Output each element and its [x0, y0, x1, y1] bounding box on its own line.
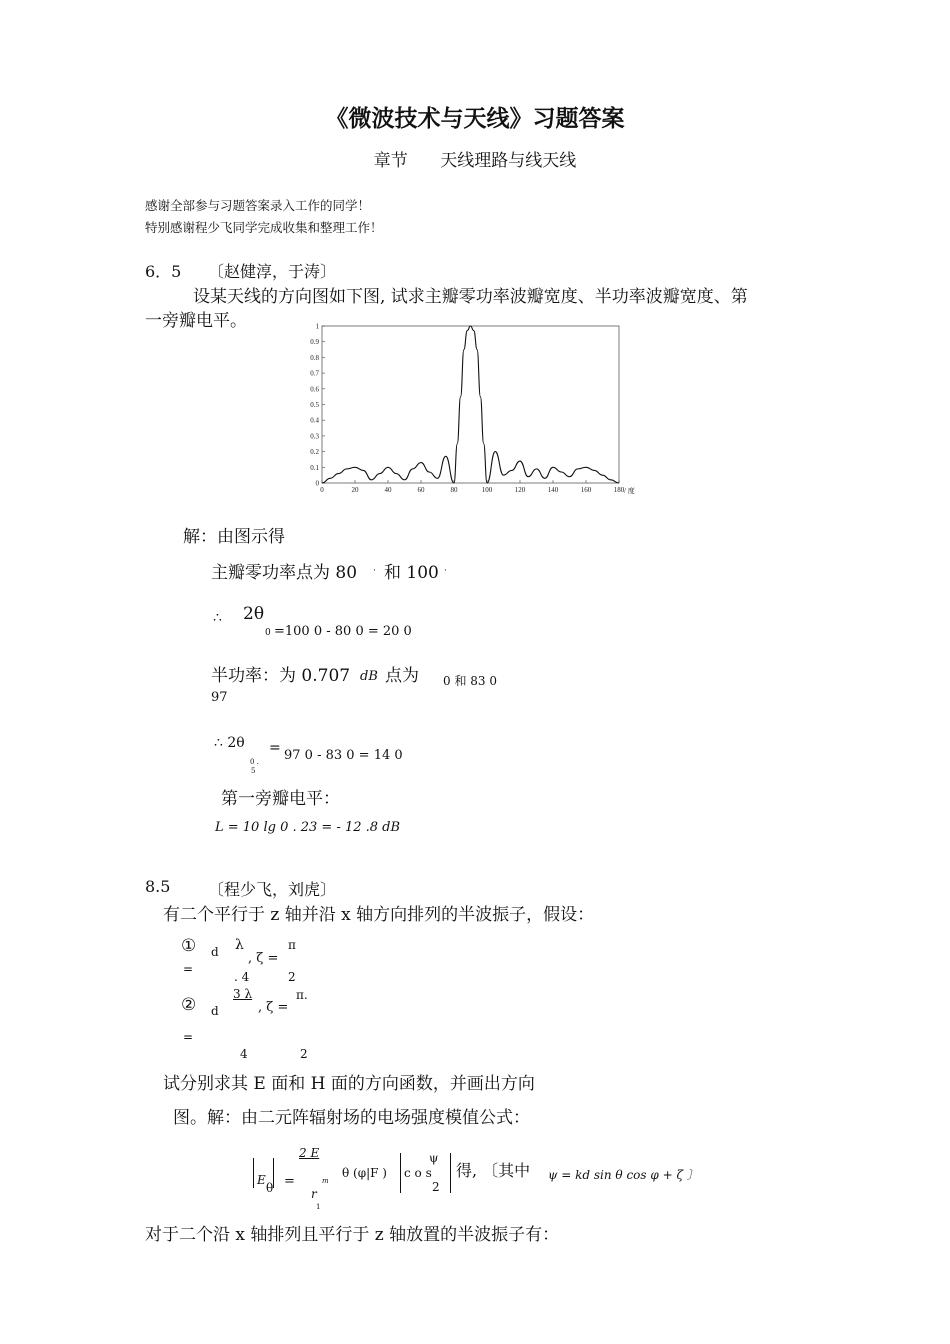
first-sidelobe-label: 第一旁瓣电平：: [221, 789, 340, 809]
formula-where-text: 得, 〔其中: [456, 1161, 531, 1180]
degree-dot-2: ·: [444, 566, 447, 576]
formula-r-subscript: 1: [316, 1203, 321, 1211]
case-2-marker: ②: [181, 995, 197, 1015]
case-2-zeta: , ζ =: [258, 1000, 289, 1015]
formula-r: r: [311, 1187, 317, 1201]
thanks-line-2: 特别感谢程少飞同学完成收集和整理工作！: [145, 220, 383, 235]
main-lobe-null-points-2: 和 100: [384, 563, 439, 583]
formula-numerator: 2 E: [299, 1146, 320, 1160]
case-1-two: 2: [288, 970, 296, 984]
closing-sentence: 对于二个沿 x 轴排列且平行于 z 轴放置的半波振子有：: [145, 1225, 560, 1245]
x-tick-label: 40: [384, 486, 392, 494]
y-tick-label: 0.1: [310, 463, 319, 472]
y-tick-label: 0.6: [310, 385, 319, 394]
formula-cos-bar-left: [400, 1153, 401, 1193]
main-lobe-null-points: 主瓣零功率点为 80: [211, 563, 358, 583]
null-width-equation: =100 0 - 80 0 = 20 0: [274, 624, 412, 639]
half-power-subscript-1: 0 .: [250, 758, 259, 766]
case-1-denominator: . 4: [234, 970, 250, 984]
y-tick-label: 0: [315, 479, 319, 488]
formula-pattern-term: θ (φ|F ): [342, 1166, 387, 1180]
case-2-pi: π.: [296, 988, 308, 1002]
formula-psi: ψ: [429, 1151, 439, 1165]
formula-E: E: [257, 1173, 266, 1187]
problem-8-5-number: 8.5: [145, 877, 171, 896]
y-tick-label: 0.5: [310, 401, 319, 409]
x-tick-label: 140: [547, 486, 559, 494]
half-power-subscript-2: 5: [251, 767, 256, 775]
x-tick-label: 20: [351, 486, 359, 494]
solution-6-5-intro: 解：由图示得: [183, 527, 285, 547]
problem-6-5-authors: 〔赵健淳，于涛〕: [208, 262, 337, 281]
case-1-zeta: , ζ =: [248, 951, 279, 966]
degree-dot: ·: [373, 566, 376, 576]
y-tick-label: 0.2: [310, 448, 319, 457]
problem-6-5-number: 6．5: [145, 262, 182, 281]
case-1-marker: ①: [181, 936, 197, 956]
problem-8-5-task-line-2: 图。解：由二元阵辐射场的电场强度模值公式：: [173, 1108, 530, 1128]
half-power-points-values: 0 和 83 0: [443, 674, 497, 688]
formula-m-subscript: m: [322, 1177, 329, 1185]
chapter-subtitle: 章节 天线理路与线天线: [373, 151, 577, 171]
x-axis-label: / 度: [624, 487, 635, 495]
pattern-curve: [322, 326, 619, 483]
x-tick-label: 60: [417, 486, 425, 494]
y-tick-label: 0.8: [310, 353, 319, 362]
case-2-d: d: [211, 1004, 219, 1018]
formula-equals: =: [284, 1174, 295, 1189]
thanks-line-1: 感谢全部参与习题答案录入工作的同学！: [145, 198, 371, 213]
case-1-pi: π: [288, 938, 296, 952]
case-2-three-lambda: 3 λ: [233, 987, 253, 1001]
case-1-lambda: λ: [235, 937, 244, 953]
half-power-unit: dB: [360, 669, 378, 684]
case-1-d: d: [211, 945, 219, 959]
case-2-four: 4: [240, 1047, 248, 1061]
two-theta-symbol: 2θ: [243, 604, 265, 624]
chart-plot-frame: [322, 326, 619, 483]
x-tick-label: 80: [450, 486, 458, 494]
case-2-equals: =: [183, 1030, 194, 1044]
half-power-text: 半功率：为 0.707: [211, 666, 351, 686]
y-tick-label: 0.3: [310, 432, 319, 441]
two-theta-subscript: 0: [265, 628, 271, 638]
case-2-two: 2: [300, 1047, 308, 1061]
formula-cos-bar-right: [450, 1153, 451, 1193]
document-title: 《微波技术与天线》习题答案: [325, 105, 625, 132]
half-power-97: 97: [211, 690, 228, 705]
x-tick-label: 0: [320, 486, 324, 494]
formula-two: 2: [432, 1180, 440, 1194]
problem-8-5-authors: 〔程少飞，刘虎〕: [208, 880, 337, 899]
first-sidelobe-equation: L = 10 lg 0 . 23 = - 12 .8 dB: [215, 820, 401, 835]
y-tick-label: 0.9: [310, 338, 319, 347]
y-tick-label: 1: [315, 322, 319, 331]
x-tick-label: 100: [481, 486, 493, 494]
half-power-points-label: 点为: [385, 666, 419, 686]
formula-abs-bar-left: [253, 1158, 254, 1188]
problem-6-5-question-line-2: 一旁瓣电平。: [145, 311, 247, 331]
x-tick-label: 160: [580, 486, 592, 494]
radiation-pattern-chart: [300, 318, 645, 500]
x-tick-label: 180: [613, 486, 625, 494]
y-tick-label: 0.4: [310, 416, 319, 425]
therefore-symbol: ∴: [213, 610, 222, 626]
half-power-width-lhs: ∴ 2θ: [214, 735, 245, 751]
problem-8-5-question: 有二个平行于 z 轴并沿 x 轴方向排列的半波振子，假设：: [163, 905, 595, 925]
case-1-equals: =: [183, 962, 194, 976]
y-tick-label: 0.7: [310, 369, 319, 378]
x-tick-label: 120: [514, 486, 526, 494]
formula-psi-definition: ψ = kd sin θ cos φ + ζ 〕: [548, 1168, 699, 1182]
problem-8-5-task-line-1: 试分别求其 E 面和 H 面的方向函数，并画出方向: [163, 1074, 535, 1094]
half-power-equals: =: [269, 740, 281, 756]
formula-theta-subscript: θ: [266, 1181, 274, 1195]
problem-6-5-question-line-1: 设某天线的方向图如下图, 试求主瓣零功率波瓣宽度、半功率波瓣宽度、第: [193, 287, 748, 307]
formula-cos: c o s: [404, 1166, 432, 1180]
half-power-width-equation: 97 0 - 83 0 = 14 0: [284, 748, 403, 763]
